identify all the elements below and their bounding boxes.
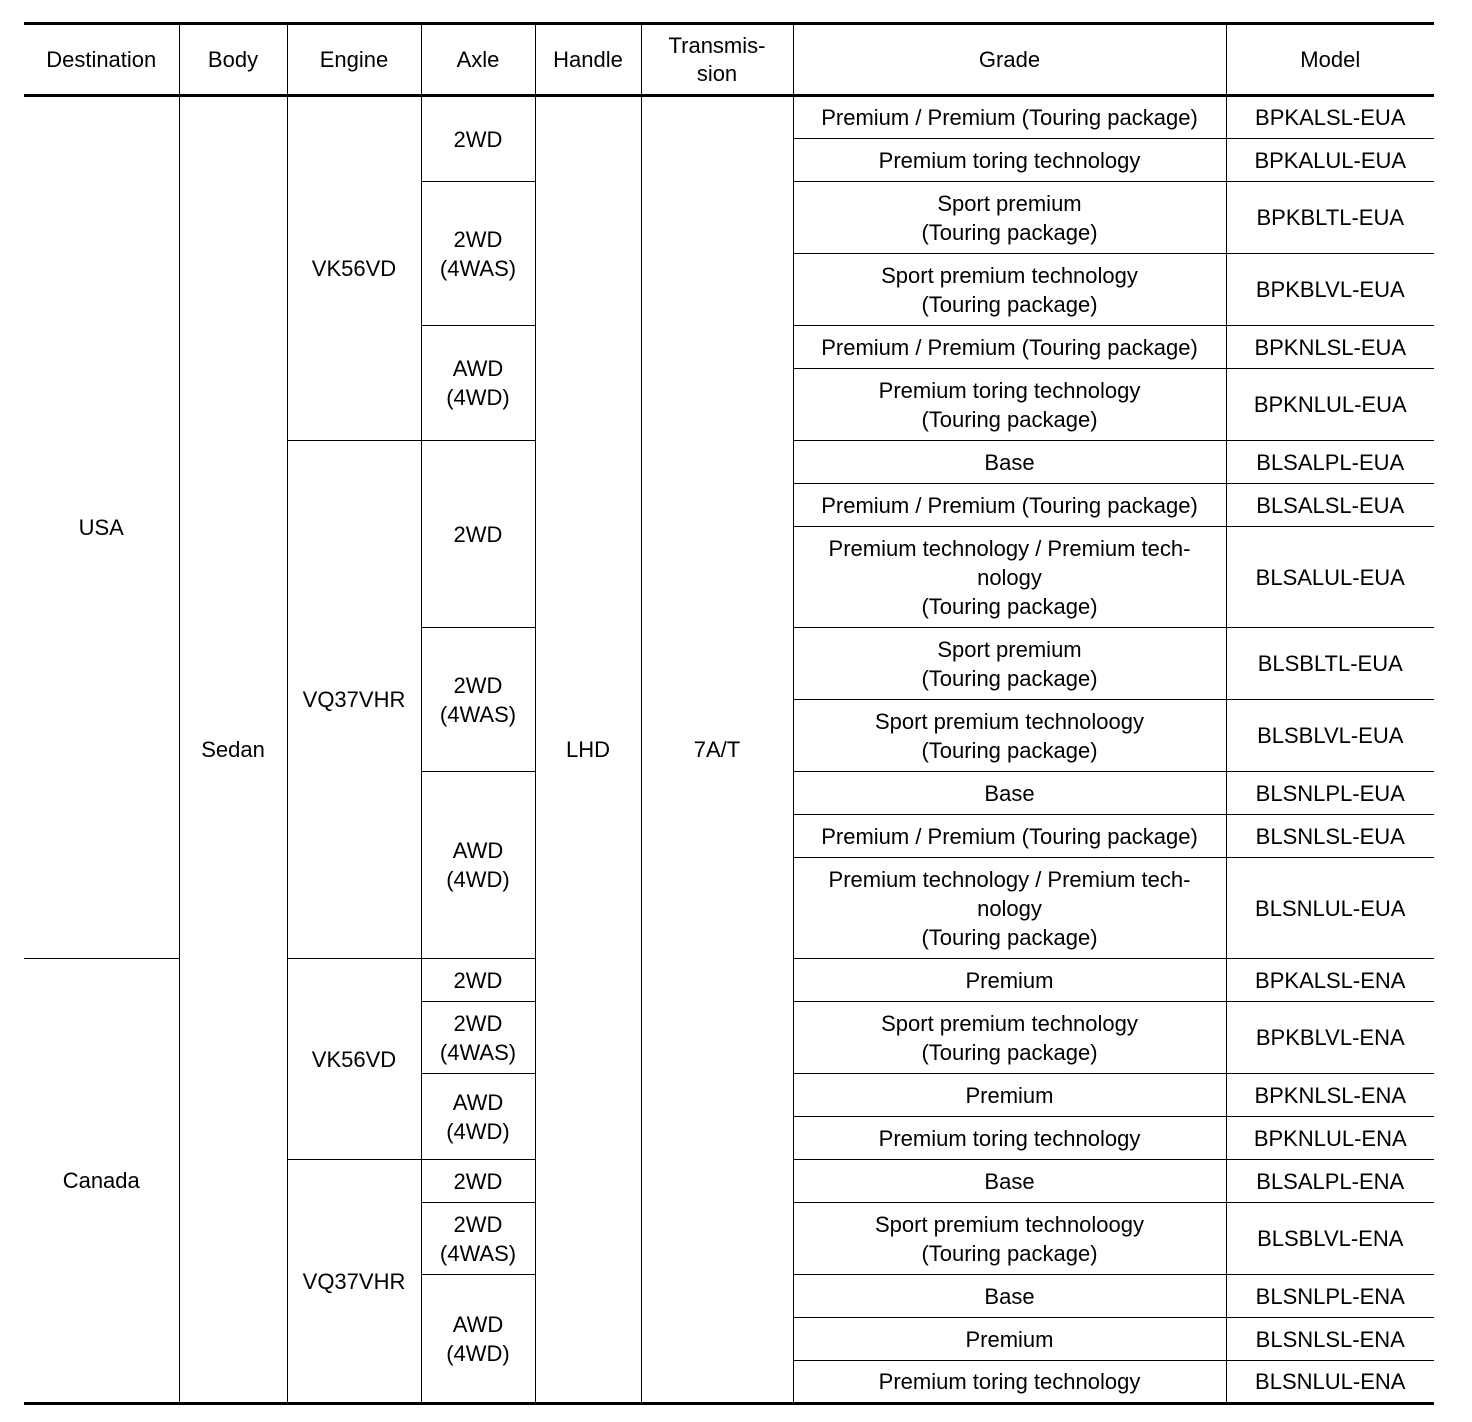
model-cell: BLSALSL-EUA	[1226, 484, 1434, 527]
axle-cell: 2WD	[421, 1160, 535, 1203]
axle-cell: 2WD (4WAS)	[421, 1002, 535, 1074]
grade-cell: Premium	[793, 1318, 1226, 1361]
model-cell: BLSNLUL-ENA	[1226, 1361, 1434, 1404]
model-cell: BLSNLSL-EUA	[1226, 815, 1434, 858]
destination-cell: Canada	[24, 959, 179, 1404]
header-transmission: Transmis- sion	[641, 24, 793, 96]
model-cell: BLSALUL-EUA	[1226, 527, 1434, 628]
grade-cell: Sport premium technology (Touring package)	[793, 254, 1226, 326]
model-cell: BLSBLVL-ENA	[1226, 1203, 1434, 1275]
grade-cell: Premium / Premium (Touring package)	[793, 815, 1226, 858]
axle-cell: AWD (4WD)	[421, 1074, 535, 1160]
model-cell: BLSBLVL-EUA	[1226, 700, 1434, 772]
model-cell: BLSALPL-EUA	[1226, 441, 1434, 484]
header-row	[24, 24, 1434, 96]
model-cell: BPKNLSL-ENA	[1226, 1074, 1434, 1117]
model-cell: BPKNLUL-EUA	[1226, 369, 1434, 441]
axle-cell: 2WD	[421, 441, 535, 628]
model-cell: BLSNLPL-ENA	[1226, 1275, 1434, 1318]
engine-cell: VK56VD	[287, 96, 421, 441]
engine-cell: VQ37VHR	[287, 441, 421, 959]
table-row	[24, 96, 1434, 139]
destination-cell: USA	[24, 96, 179, 959]
grade-cell: Sport premium technoloogy (Touring package)	[793, 700, 1226, 772]
model-cell: BPKBLVL-EUA	[1226, 254, 1434, 326]
axle-cell: 2WD	[421, 959, 535, 1002]
engine-cell: VK56VD	[287, 959, 421, 1160]
body-cell: Sedan	[179, 96, 287, 1404]
model-cell: BPKALSL-ENA	[1226, 959, 1434, 1002]
grade-cell: Premium / Premium (Touring package)	[793, 326, 1226, 369]
grade-cell: Premium technology / Premium tech- nology (Touring package)	[793, 858, 1226, 959]
grade-cell: Base	[793, 441, 1226, 484]
grade-cell: Premium / Premium (Touring package)	[793, 484, 1226, 527]
axle-cell: 2WD (4WAS)	[421, 1203, 535, 1275]
axle-cell: AWD (4WD)	[421, 1275, 535, 1404]
axle-cell: 2WD (4WAS)	[421, 628, 535, 772]
model-cell: BLSNLPL-EUA	[1226, 772, 1434, 815]
model-cell: BLSNLUL-EUA	[1226, 858, 1434, 959]
grade-cell: Premium toring technology	[793, 1361, 1226, 1404]
grade-cell: Base	[793, 772, 1226, 815]
grade-cell: Sport premium (Touring package)	[793, 628, 1226, 700]
grade-cell: Premium technology / Premium tech- nology (Touring package)	[793, 527, 1226, 628]
header-grade: Grade	[793, 24, 1226, 96]
grade-cell: Premium toring technology	[793, 139, 1226, 182]
grade-cell: Premium / Premium (Touring package)	[793, 96, 1226, 139]
axle-cell: 2WD (4WAS)	[421, 182, 535, 326]
grade-cell: Premium toring technology (Touring package)	[793, 369, 1226, 441]
grade-cell: Premium	[793, 959, 1226, 1002]
model-cell: BPKBLTL-EUA	[1226, 182, 1434, 254]
grade-cell: Premium toring technology	[793, 1117, 1226, 1160]
model-cell: BPKALSL-EUA	[1226, 96, 1434, 139]
model-cell: BLSNLSL-ENA	[1226, 1318, 1434, 1361]
grade-cell: Sport premium (Touring package)	[793, 182, 1226, 254]
header-body: Body	[179, 24, 287, 96]
model-spec-table	[24, 22, 1434, 1405]
header-model: Model	[1226, 24, 1434, 96]
model-cell: BPKBLVL-ENA	[1226, 1002, 1434, 1074]
header-destination: Destination	[24, 24, 179, 96]
handle-cell: LHD	[535, 96, 641, 1404]
axle-cell: AWD (4WD)	[421, 326, 535, 441]
model-cell: BLSALPL-ENA	[1226, 1160, 1434, 1203]
model-cell: BPKNLSL-EUA	[1226, 326, 1434, 369]
model-cell: BPKNLUL-ENA	[1226, 1117, 1434, 1160]
grade-cell: Sport premium technology (Touring package)	[793, 1002, 1226, 1074]
axle-cell: 2WD	[421, 96, 535, 182]
grade-cell: Sport premium technoloogy (Touring package)	[793, 1203, 1226, 1275]
header-handle: Handle	[535, 24, 641, 96]
header-engine: Engine	[287, 24, 421, 96]
grade-cell: Premium	[793, 1074, 1226, 1117]
transmission-cell: 7A/T	[641, 96, 793, 1404]
grade-cell: Base	[793, 1275, 1226, 1318]
grade-cell: Base	[793, 1160, 1226, 1203]
engine-cell: VQ37VHR	[287, 1160, 421, 1404]
header-axle: Axle	[421, 24, 535, 96]
axle-cell: AWD (4WD)	[421, 772, 535, 959]
model-cell: BLSBLTL-EUA	[1226, 628, 1434, 700]
model-cell: BPKALUL-EUA	[1226, 139, 1434, 182]
